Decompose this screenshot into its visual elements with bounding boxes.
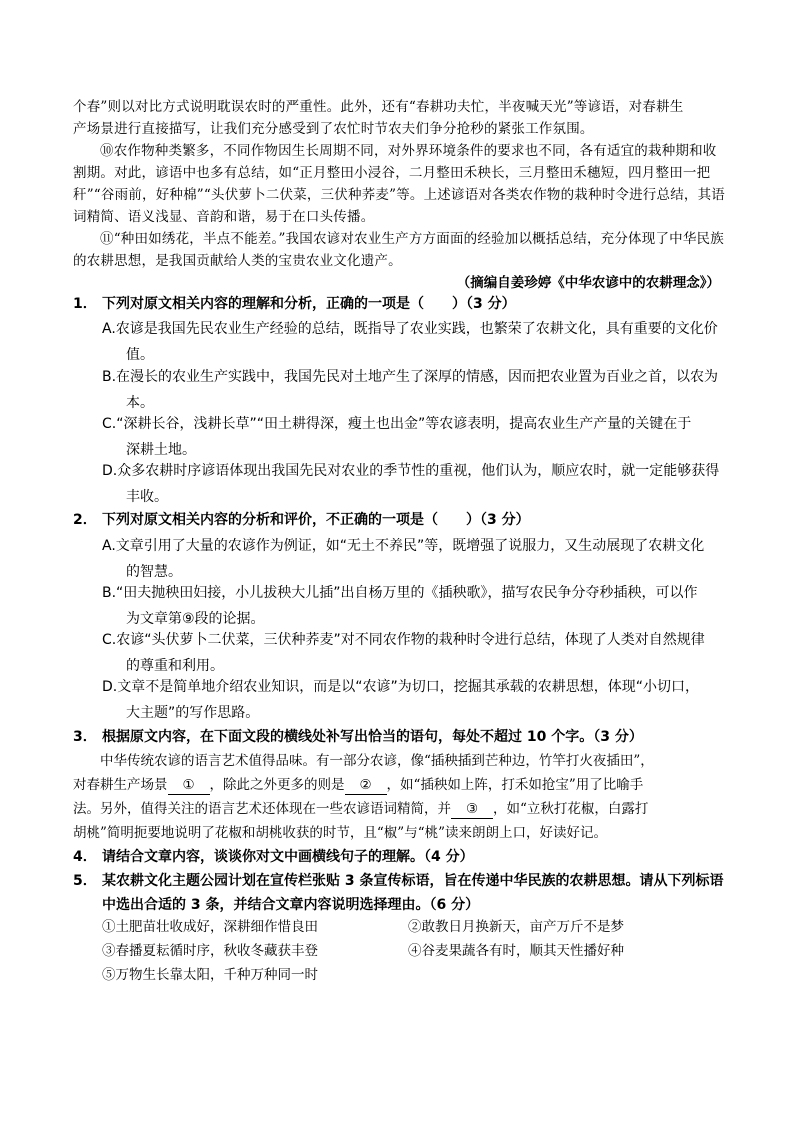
slogan-option-5[interactable]: ⑤万物生长靠太阳，千种万种同一时 [102,967,318,983]
question-1-option-a[interactable] [102,316,724,368]
option-text: B.在漫长的农业生产实践中，我国先民对土地产生了深厚的情感，因而把农业置为百业之首，以农为 [102,369,719,385]
option-text-continued: 为文章第⑨段的论据。 [126,611,265,627]
question-number: 1． [73,296,97,312]
slogan-option-2[interactable]: ②敢教日月换新天，亩产万斤不是梦 [408,919,624,935]
passage-line: 个春”则以对比方式说明耽误农时的严重性。此外，还有“春耕功夫忙，半夜喊天光”等谚语，对春耕生 [73,99,684,115]
passage-text: 对春耕生产场景 [73,777,168,793]
option-text-continued: 的尊重和利用。 [126,658,224,674]
question-4-stem [73,845,725,869]
question-text: 根据原文内容，在下面文段的横线处补写出恰当的语句，每处不超过 10 个字。（3 分） [102,729,643,745]
question-2-option-c[interactable] [102,627,724,679]
option-text-continued: 丰收。 [126,489,168,505]
option-text: B.“田夫抛秧田妇接，小儿拔秧大儿插”出自杨万里的《插秧歌》，描写农民争分夺秒插秧，可以作 [102,585,698,601]
passage-text: 法。另外，值得关注的语言艺术还体现在一些农谚语词精简，并 [73,801,451,817]
passage-paragraph-continued [73,96,725,140]
answer-blank-1[interactable]: ① [168,777,210,795]
question-1-option-d[interactable] [102,458,724,510]
question-2-option-b[interactable] [102,580,724,632]
passage-line [73,797,725,821]
option-text: C.“深耕长谷，浅耕长草”“田土耕得深，瘦土也出金”等农谚表明，提高农业生产产量的关键在于 [102,416,692,432]
passage-line: 胡桃”简明扼要地说明了花椒和胡桃收获的时节，且“椒”与“桃”读来朗朗上口，好读好记。 [73,825,608,841]
option-text-continued: 大主题”的写作思路。 [126,705,260,721]
passage-line: 中华传统农谚的语言艺术值得品味。有一部分农谚，像“插秧插到芒种边，竹竿打火夜插田”， [100,753,654,769]
option-text-continued: 值。 [126,347,154,363]
question-1-option-b[interactable] [102,364,724,416]
option-text-continued: 深耕土地。 [126,442,196,458]
question-number: 3． [73,729,97,745]
answer-blank-3[interactable]: ③ [451,801,493,819]
option-text: D.文章不是简单地介绍农业知识，而是以“农谚”为切口，挖掘其承载的农耕思想，体现“小切口， [102,679,699,695]
option-text: A.农谚是我国先民农业生产经验的总结，既指导了农业实践，也繁荣了农耕文化，具有重要的文化价 [102,321,718,337]
question-number: 5． [73,873,97,889]
passage-source: （摘编自姜珍婷《中华农谚中的农耕理念》） [456,275,720,291]
question-3-passage [73,749,725,845]
answer-blank-2[interactable]: ② [345,777,387,795]
slogan-option-4[interactable]: ④谷麦果蔬各有时，顺其天性播好种 [408,943,624,959]
slogan-option-3[interactable]: ③春播夏耘循时序，秋收冬藏获丰登 [102,943,318,959]
question-1-option-c[interactable] [102,411,724,463]
option-text: C.农谚“头伏萝卜二伏菜，三伏种荞麦”对不同农作物的栽种时令进行总结，体现了人类对自然规律 [102,632,705,648]
passage-paragraph-10: ⑩农作物种类繁多，不同作物因生长周期不同，对外界环境条件的要求也不同，各有适宜的栽种期和收割期。对此，谚语中也多有总结，如“正月整田小浸谷，二月整田禾秧长，三月整田禾穗短，四月整田一把秆”“谷雨前，好种棉”“头伏萝卜二伏菜，三伏种荞麦”等。上述谚语对各类农作物的栽种时令进行总结，其语词精简、语义浅显、音韵和谐，易于在口头传播。 [73,143,726,225]
option-text-continued: 的智慧。 [126,564,182,580]
question-3-stem [73,725,725,749]
option-text-continued: 本。 [126,395,154,411]
question-text: 请结合文章内容，谈谈你对文中画横线句子的理解。（4 分） [102,849,474,865]
question-5-stem-continued: 中选出合适的 3 条，并结合文章内容说明选择理由。（6 分） [102,897,480,913]
passage-text: ，如“立秋打花椒，白露打 [493,801,649,817]
question-text: 某农耕文化主题公园计划在宣传栏张贴 3 条宣传标语，旨在传递中华民族的农耕思想。请从下列标语 [102,873,724,889]
question-number: 4． [73,849,97,865]
passage-line: 产场景进行直接描写，让我们充分感受到了农忙时节农夫们争分抢秒的紧张工作氛围。 [73,121,594,137]
question-5-stem [73,869,725,893]
option-text: A.文章引用了大量的农谚作为例证，如“无土不养民”等，既增强了说服力，又生动展现了农耕文化 [102,538,705,554]
passage-text: ，除此之外更多的则是 [209,777,345,793]
question-text: 下列对原文相关内容的理解和分析，正确的一项是（ ）（3 分） [102,296,516,312]
question-text: 下列对原文相关内容的分析和评价，不正确的一项是（ ）（3 分） [102,512,530,528]
question-1-stem [73,292,725,316]
question-2-option-a[interactable] [102,533,724,585]
question-2-option-d[interactable] [102,674,724,726]
slogan-list [102,915,662,987]
passage-text: ，如“插秧如上阵，打禾如抢宝”用了比喻手 [386,777,644,793]
passage-paragraph-11: ⑪“种田如绣花，半点不能差。”我国农谚对农业生产方方面面的经验加以概括总结，充分体现了中华民族的农耕思想，是我国贡献给人类的宝贵农业文化遗产。 [73,231,724,269]
question-2-stem [73,508,725,532]
slogan-option-1[interactable]: ①土肥苗壮收成好，深耕细作惜良田 [102,919,318,935]
question-number: 2． [73,512,97,528]
passage-line [73,773,725,797]
option-text: D.众多农耕时序谚语体现出我国先民对农业的季节性的重视，他们认为，顺应农时，就一定能够获得 [102,463,720,479]
